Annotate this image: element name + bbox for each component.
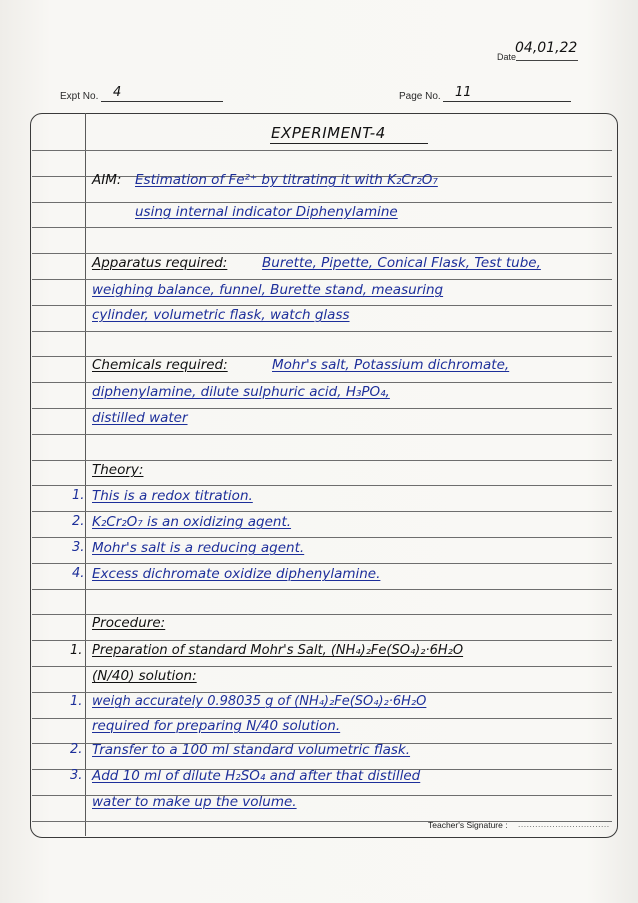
ruled-line bbox=[32, 511, 612, 512]
procedure-step-3-number: 3. bbox=[70, 768, 83, 783]
procedure-heading-number: 1. bbox=[70, 643, 83, 658]
chemicals-line-1: Mohr's salt, Potassium dichromate, bbox=[272, 357, 510, 373]
procedure-step-1-line-1: weigh accurately 0.98035 g of (NH₄)₂Fe(SO₄)₂·6H₂O bbox=[92, 694, 427, 709]
procedure-step-2-number: 2. bbox=[70, 742, 83, 757]
theory-item-4: Excess dichromate oxidize diphenylamine. bbox=[92, 566, 381, 582]
theory-item-1: This is a redox titration. bbox=[92, 488, 253, 504]
procedure-step-1-line-2: required for preparing N/40 solution. bbox=[92, 718, 341, 734]
theory-item-3: Mohr's salt is a reducing agent. bbox=[92, 540, 305, 556]
ruled-line bbox=[32, 692, 612, 693]
ruled-line bbox=[32, 563, 612, 564]
ruled-line bbox=[32, 253, 612, 254]
ruled-line bbox=[32, 227, 612, 228]
ruled-line bbox=[32, 589, 612, 590]
ruled-line bbox=[32, 485, 612, 486]
procedure-heading-line-1: Preparation of standard Mohr's Salt, (NH₄)₂Fe(SO₄)₂·6H₂O bbox=[92, 643, 464, 658]
page-title: EXPERIMENT-4 bbox=[271, 124, 386, 142]
date-value: 04,01,22 bbox=[515, 40, 578, 56]
expt-number-value: 4 bbox=[113, 85, 122, 100]
date-line bbox=[516, 60, 578, 61]
ruled-line bbox=[32, 537, 612, 538]
aim-line-1: Estimation of Fe²⁺ by titrating it with K₂Cr₂O₇ bbox=[135, 172, 438, 188]
aim-line-2: using internal indicator Diphenylamine bbox=[135, 204, 398, 220]
theory-item-4-number: 4. bbox=[72, 566, 85, 581]
ruled-line bbox=[32, 434, 612, 435]
apparatus-line-2: weighing balance, funnel, Burette stand, measuring bbox=[92, 282, 444, 298]
chemicals-line-3: distilled water bbox=[92, 410, 188, 426]
theory-item-2: K₂Cr₂O₇ is an oxidizing agent. bbox=[92, 514, 292, 530]
teacher-signature-line: ................................ bbox=[518, 819, 610, 829]
expt-number-label: Expt No. bbox=[60, 91, 99, 102]
ruled-line bbox=[32, 382, 612, 383]
theory-label: Theory: bbox=[92, 462, 144, 478]
ruled-line bbox=[32, 150, 612, 151]
chemicals-line-2: diphenylamine, dilute sulphuric acid, H₃PO₄, bbox=[92, 384, 390, 400]
page-number-line bbox=[443, 101, 571, 102]
ruled-line bbox=[32, 666, 612, 667]
page-number-value: 11 bbox=[455, 85, 472, 100]
procedure-step-3-line-2: water to make up the volume. bbox=[92, 794, 297, 810]
ruled-line bbox=[32, 279, 612, 280]
ruled-line bbox=[32, 640, 612, 641]
aim-label: AIM: bbox=[92, 172, 122, 188]
ruled-line bbox=[32, 305, 612, 306]
expt-number-line bbox=[101, 101, 223, 102]
ruled-line bbox=[32, 408, 612, 409]
title-underline bbox=[270, 143, 428, 144]
apparatus-line-1: Burette, Pipette, Conical Flask, Test tube, bbox=[262, 255, 541, 271]
procedure-heading-line-2: (N/40) solution: bbox=[92, 668, 197, 684]
ruled-line bbox=[32, 331, 612, 332]
procedure-step-3-line-1: Add 10 ml of dilute H₂SO₄ and after that distilled bbox=[92, 768, 421, 784]
theory-item-2-number: 2. bbox=[72, 514, 85, 529]
procedure-step-1-number: 1. bbox=[70, 694, 83, 709]
margin-line bbox=[85, 113, 86, 836]
procedure-step-2-line-1: Transfer to a 100 ml standard volumetric flask. bbox=[92, 742, 411, 758]
ruled-line bbox=[32, 460, 612, 461]
theory-item-1-number: 1. bbox=[72, 488, 85, 503]
theory-item-3-number: 3. bbox=[72, 540, 85, 555]
page-number-label: Page No. bbox=[399, 91, 441, 102]
date-label: Date bbox=[497, 52, 517, 62]
apparatus-label: Apparatus required: bbox=[92, 255, 228, 271]
chemicals-label: Chemicals required: bbox=[92, 357, 228, 373]
apparatus-line-3: cylinder, volumetric flask, watch glass bbox=[92, 307, 350, 323]
ruled-line bbox=[32, 202, 612, 203]
procedure-label: Procedure: bbox=[92, 615, 166, 631]
teacher-signature-label: Teacher's Signature : bbox=[428, 820, 508, 830]
